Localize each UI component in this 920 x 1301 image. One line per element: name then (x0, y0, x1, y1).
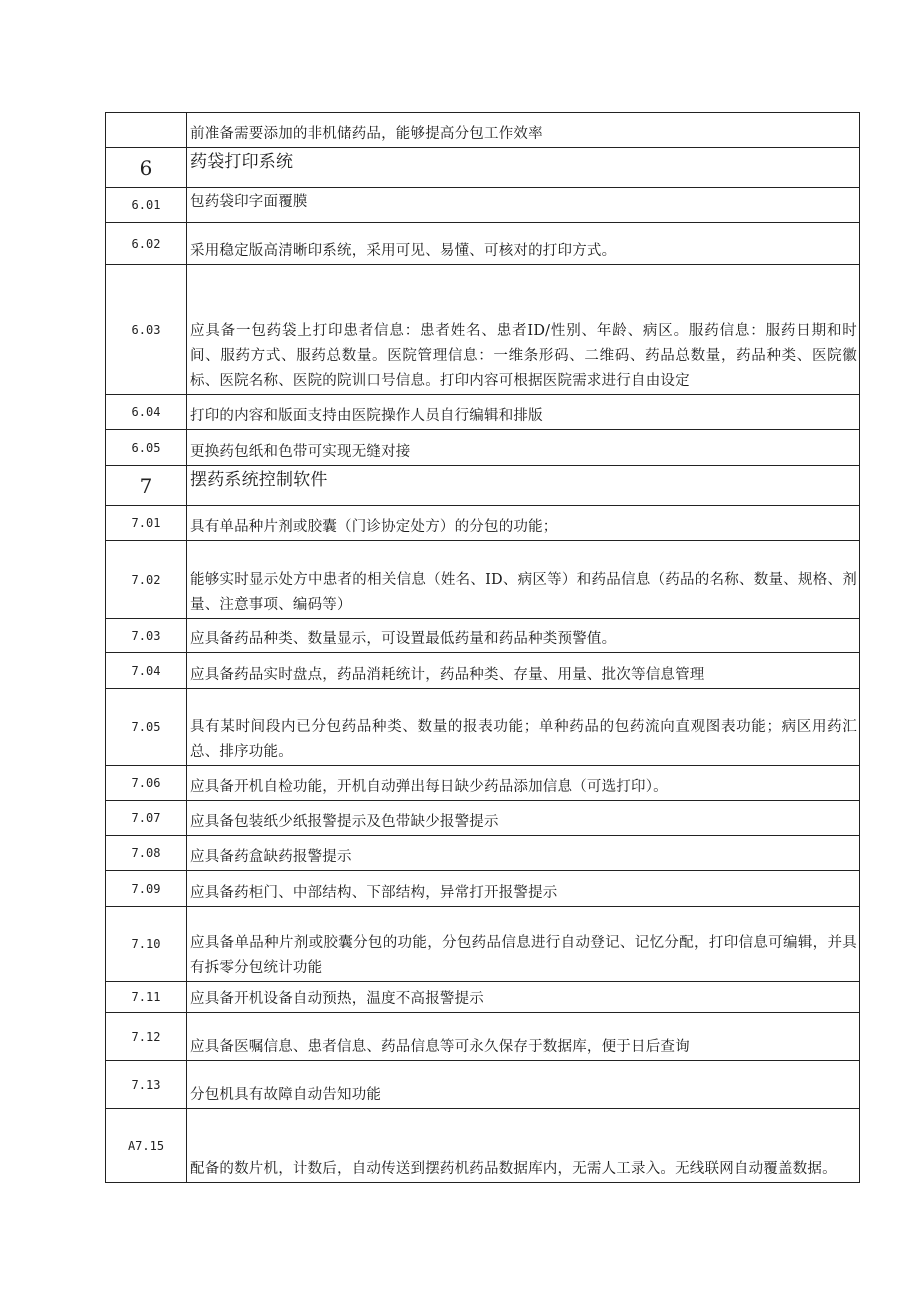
item-number: A7.15 (106, 1109, 187, 1183)
item-number: 6.02 (106, 223, 187, 265)
item-description: 包药袋印字面覆膜 (187, 188, 860, 223)
item-description: 应具备包装纸少纸报警提示及色带缺少报警提示 (187, 801, 860, 836)
item-description: 分包机具有故障自动告知功能 (187, 1061, 860, 1109)
spec-table-body (106, 113, 860, 1183)
table-row (106, 653, 860, 689)
table-row (106, 188, 860, 223)
item-description: 应具备药品实时盘点，药品消耗统计，药品种类、存量、用量、批次等信息管理 (187, 653, 860, 689)
table-row (106, 836, 860, 871)
item-number: 6 (106, 148, 187, 188)
item-description: 具有某时间段内已分包药品种类、数量的报表功能；单种药品的包药流向直观图表功能；病区用药汇总、排序功能。 (187, 689, 860, 766)
item-number: 7.09 (106, 871, 187, 907)
table-row (106, 430, 860, 466)
item-description: 应具备单品种片剂或胶囊分包的功能，分包药品信息进行自动登记、记忆分配，打印信息可编辑，并具有拆零分包统计功能 (187, 907, 860, 982)
item-description: 应具备药品种类、数量显示，可设置最低药量和药品种类预警值。 (187, 619, 860, 653)
table-row (106, 1109, 860, 1183)
table-row (106, 982, 860, 1013)
table-row (106, 907, 860, 982)
item-number: 7.05 (106, 689, 187, 766)
item-number: 7.07 (106, 801, 187, 836)
item-number: 6.01 (106, 188, 187, 223)
table-row (106, 506, 860, 541)
item-number: 7 (106, 466, 187, 506)
item-description: 能够实时显示处方中患者的相关信息（姓名、ID、病区等）和药品信息（药品的名称、数量、规格、剂量、注意事项、编码等） (187, 541, 860, 619)
item-description: 前准备需要添加的非机储药品，能够提高分包工作效率 (187, 113, 860, 148)
item-description: 更换药包纸和色带可实现无缝对接 (187, 430, 860, 466)
item-description: 应具备一包药袋上打印患者信息：患者姓名、患者ID/性别、年龄、病区。服药信息：服药日期和时间、服药方式、服药总数量。医院管理信息：一维条形码、二维码、药品总数量，药品种类、医院徽标、医院名称、医院的院训口号信息。打印内容可根据医院需求进行自由设定 (187, 265, 860, 395)
item-description: 应具备开机设备自动预热，温度不高报警提示 (187, 982, 860, 1013)
table-row (106, 619, 860, 653)
item-description: 应具备药柜门、中部结构、下部结构，异常打开报警提示 (187, 871, 860, 907)
item-description: 具有单品种片剂或胶囊（门诊协定处方）的分包的功能； (187, 506, 860, 541)
item-number: 7.12 (106, 1013, 187, 1061)
item-number: 6.05 (106, 430, 187, 466)
item-number: 6.03 (106, 265, 187, 395)
item-number: 7.11 (106, 982, 187, 1013)
item-number: 7.01 (106, 506, 187, 541)
item-number: 7.03 (106, 619, 187, 653)
table-row (106, 265, 860, 395)
table-row (106, 466, 860, 506)
item-number: 7.10 (106, 907, 187, 982)
table-row (106, 871, 860, 907)
item-number: 6.04 (106, 395, 187, 430)
item-number: 7.04 (106, 653, 187, 689)
table-row (106, 1013, 860, 1061)
item-number (106, 113, 187, 148)
item-number: 7.02 (106, 541, 187, 619)
item-description: 应具备开机自检功能，开机自动弹出每日缺少药品添加信息（可选打印）。 (187, 766, 860, 801)
section-title: 药袋打印系统 (187, 148, 860, 188)
item-number: 7.06 (106, 766, 187, 801)
section-title: 摆药系统控制软件 (187, 466, 860, 506)
table-row (106, 1061, 860, 1109)
table-row (106, 766, 860, 801)
item-number: 7.08 (106, 836, 187, 871)
table-row (106, 801, 860, 836)
spec-table (105, 112, 860, 1183)
table-row (106, 148, 860, 188)
item-description: 配备的数片机，计数后，自动传送到摆药机药品数据库内，无需人工录入。无线联网自动覆盖数据。 (187, 1109, 860, 1183)
table-row (106, 223, 860, 265)
table-row (106, 541, 860, 619)
item-description: 应具备医嘱信息、患者信息、药品信息等可永久保存于数据库，便于日后查询 (187, 1013, 860, 1061)
item-description: 采用稳定版高清晰印系统，采用可见、易懂、可核对的打印方式。 (187, 223, 860, 265)
table-row (106, 689, 860, 766)
item-number: 7.13 (106, 1061, 187, 1109)
item-description: 打印的内容和版面支持由医院操作人员自行编辑和排版 (187, 395, 860, 430)
table-row (106, 395, 860, 430)
item-description: 应具备药盒缺药报警提示 (187, 836, 860, 871)
table-row (106, 113, 860, 148)
